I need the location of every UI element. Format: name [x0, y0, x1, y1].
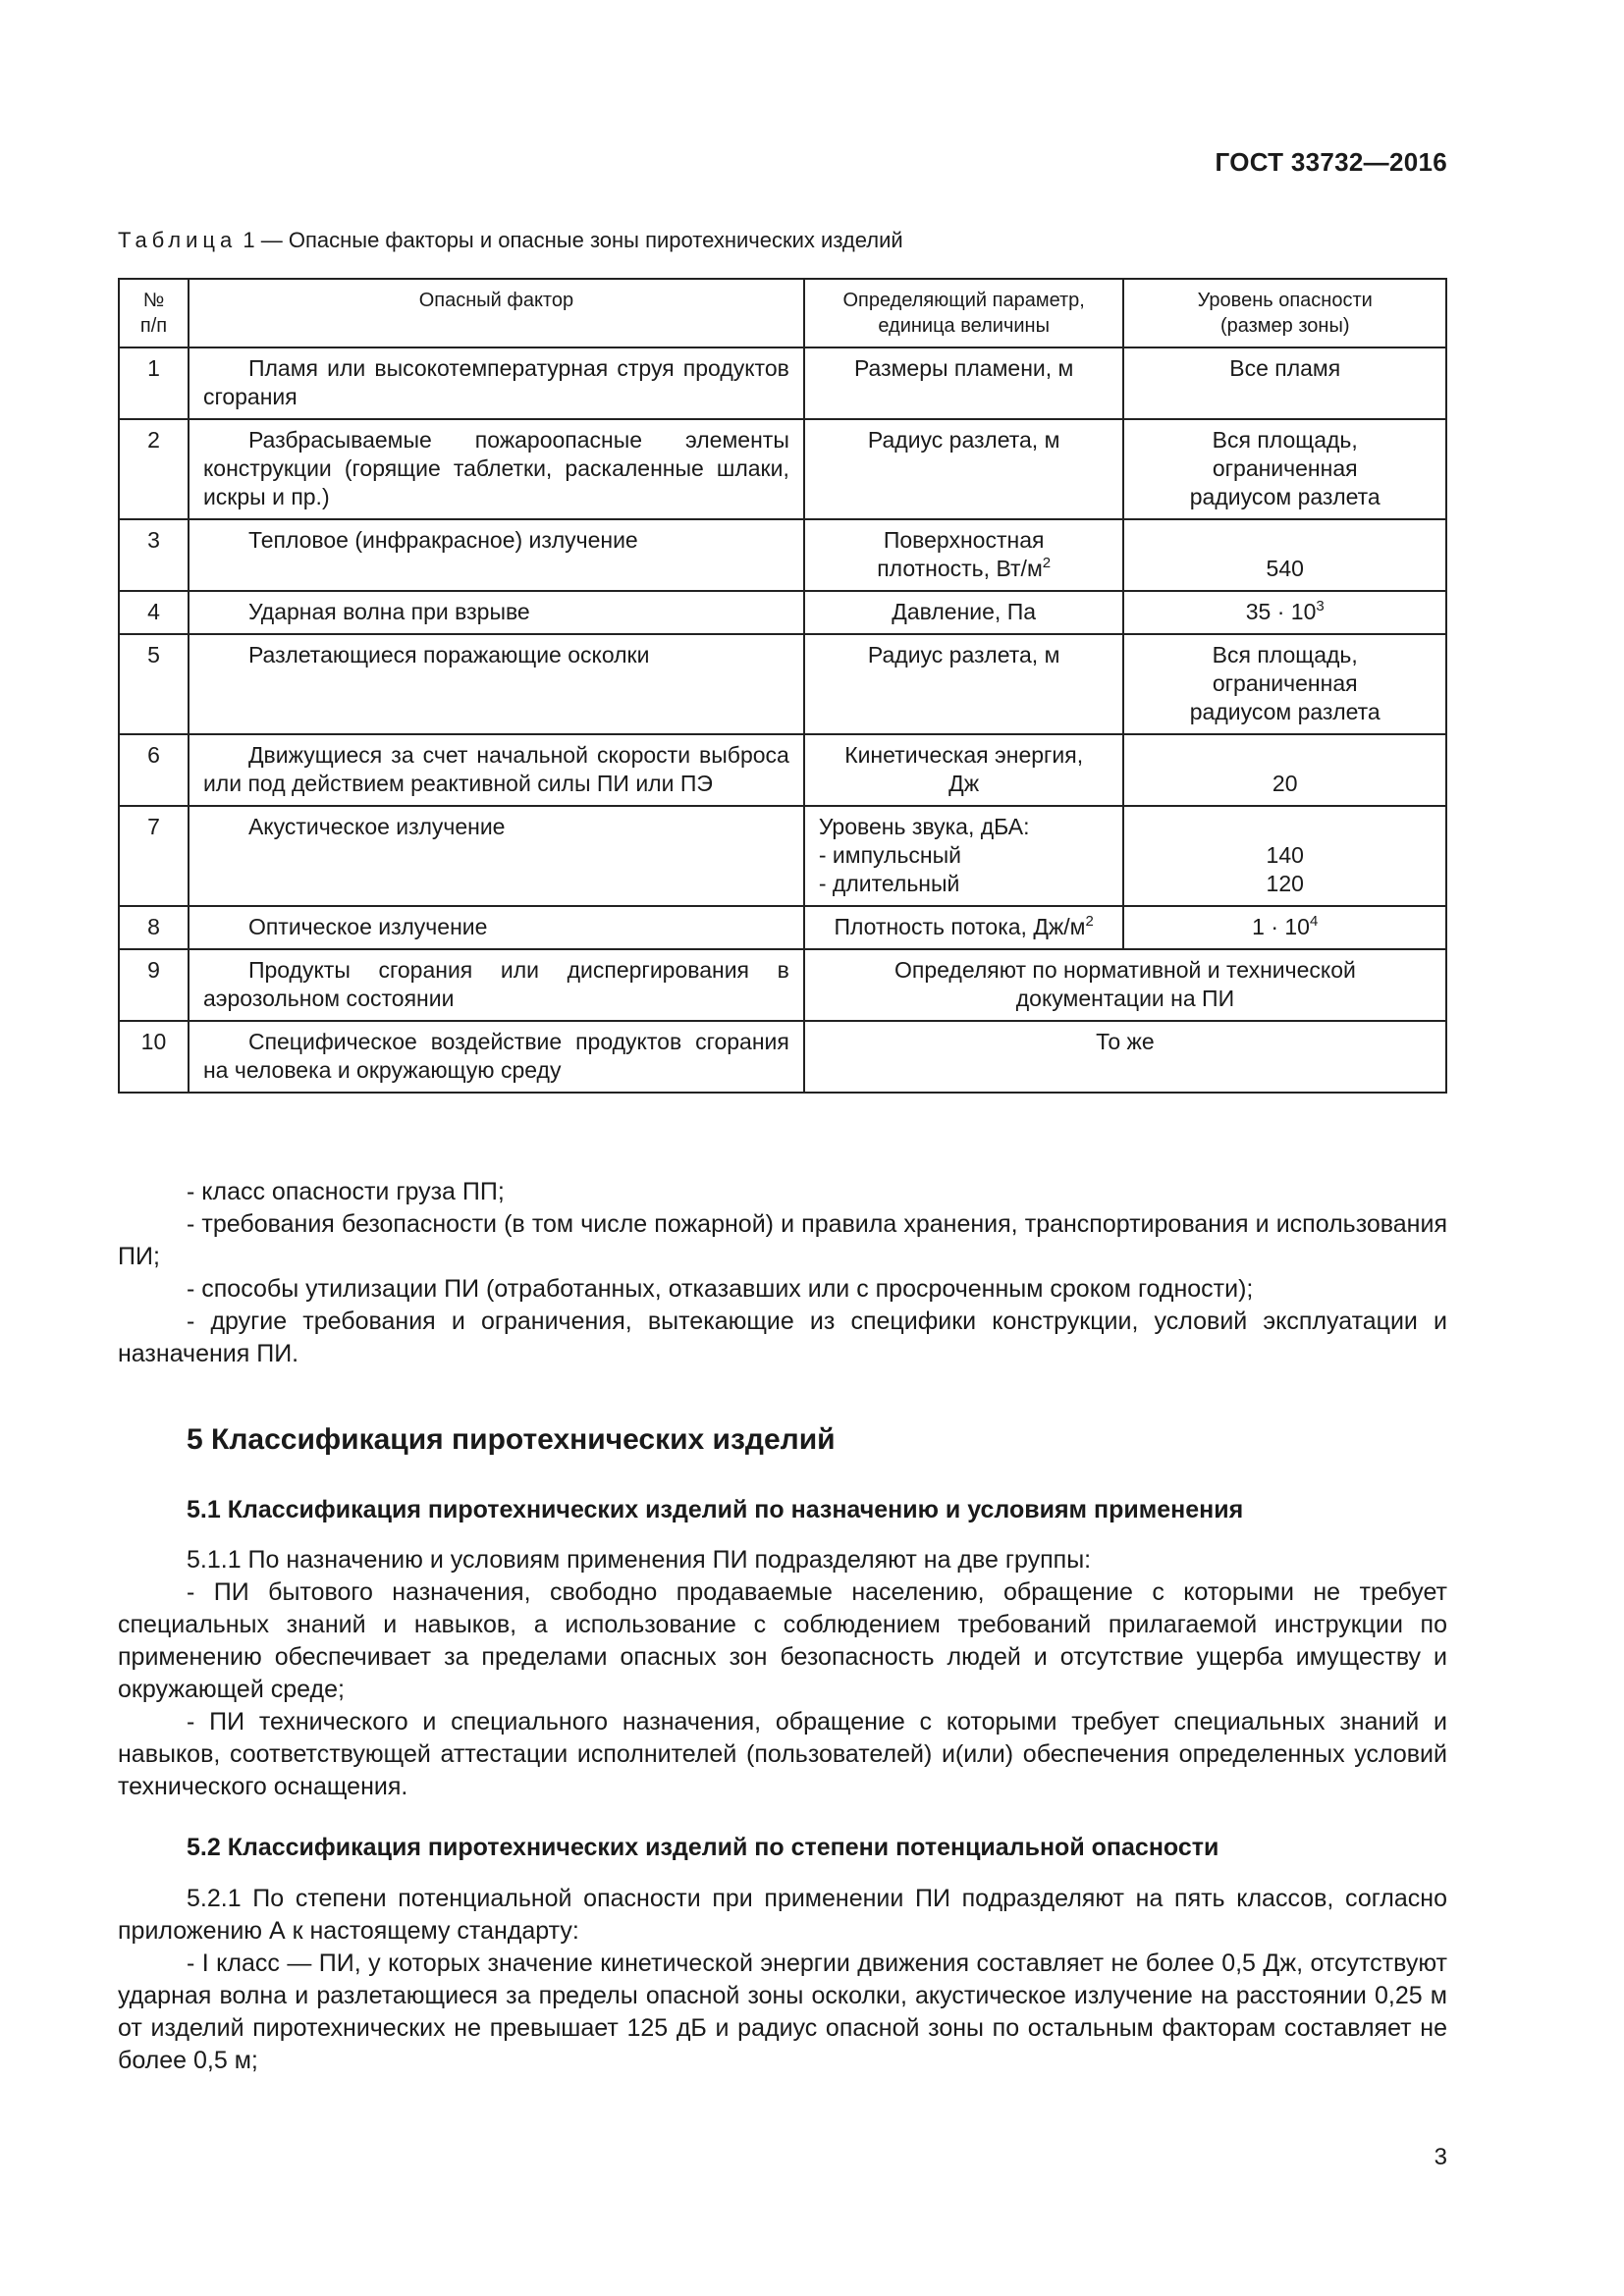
cell-num: 7	[119, 806, 189, 906]
cell-factor: Акустическое излучение	[189, 806, 804, 906]
cell-factor: Оптическое излучение	[189, 906, 804, 949]
section-5-1-text	[118, 1544, 1447, 1803]
cell-level: 540	[1123, 519, 1446, 591]
cell-num: 6	[119, 734, 189, 806]
list-item: - требования безопасности (в том числе пожарной) и правила хранения, транспортирования и использования ПИ;	[118, 1210, 1447, 1270]
paragraph: 5.2.1 По степени потенциальной опасности при применении ПИ подразделяют на пять классов, согласно приложению А к настоящему стандарту:	[118, 1885, 1447, 1945]
table-row	[119, 949, 1446, 1021]
hazard-table	[118, 278, 1447, 1094]
cell-param: Кинетическая энергия, Дж	[804, 734, 1124, 806]
cell-param: Радиус разлета, м	[804, 419, 1124, 519]
cell-param: Плотность потока, $Дж/м^2$	[804, 906, 1124, 949]
requirements-list	[118, 1176, 1447, 1370]
table-row	[119, 634, 1446, 734]
cell-param: Давление, Па	[804, 591, 1124, 634]
cell-factor: Разлетающиеся поражающие осколки	[189, 634, 804, 734]
table-row	[119, 519, 1446, 591]
cell-level: Вся площадь, ограниченная радиусом разлета	[1123, 634, 1446, 734]
table-row	[119, 806, 1446, 906]
paragraph: - ПИ бытового назначения, свободно продаваемые населению, обращение с которыми не требует специальных знаний и навыков, а использование с соблюдением требований прилагаемой инструкции по применению обеспечивает за пределами опасных зон безопасность людей и отсутствие ущерба имуществу и окружающей среде;	[118, 1578, 1447, 1703]
cell-param: Поверхностная плотность, $Вт/м^2$	[804, 519, 1124, 591]
cell-factor: Движущиеся за счет начальной скорости выброса или под действием реактивной силы ПИ или ПЭ	[189, 734, 804, 806]
cell-num: 4	[119, 591, 189, 634]
header-param: Определяющий параметр, единица величины	[804, 279, 1124, 347]
cell-factor: Тепловое (инфракрасное) излучение	[189, 519, 804, 591]
cell-factor: Продукты сгорания или диспергирования в аэрозольном состоянии	[189, 949, 804, 1021]
list-item: - другие требования и ограничения, вытекающие из специфики конструкции, условий эксплуатации и назначения ПИ.	[118, 1308, 1447, 1367]
table-caption-text: 1 — Опасные факторы и опасные зоны пиротехнических изделий	[243, 228, 903, 252]
cell-param: Размеры пламени, м	[804, 347, 1124, 419]
cell-factor: Пламя или высокотемпературная струя продуктов сгорания	[189, 347, 804, 419]
header-level: Уровень опасности (размер зоны)	[1123, 279, 1446, 347]
cell-level: $35 \cdot 10^3$	[1123, 591, 1446, 634]
table-row	[119, 591, 1446, 634]
page-number: 3	[1434, 2144, 1447, 2170]
cell-merged: Определяют по нормативной и технической документации на ПИ	[804, 949, 1446, 1021]
header-factor: Опасный фактор	[189, 279, 804, 347]
cell-num: 8	[119, 906, 189, 949]
subsection-title-5-1: 5.1 Классификация пиротехнических изделий по назначению и условиям применения	[187, 1496, 1244, 1523]
table-caption	[118, 228, 903, 253]
table-row	[119, 419, 1446, 519]
cell-num: 9	[119, 949, 189, 1021]
cell-num: 5	[119, 634, 189, 734]
section-5-2-text	[118, 1883, 1447, 2077]
paragraph: 5.1.1 По назначению и условиям применения ПИ подразделяют на две группы:	[187, 1546, 1092, 1574]
cell-level: 140 120	[1123, 806, 1446, 906]
cell-num: 1	[119, 347, 189, 419]
table-row	[119, 1021, 1446, 1093]
list-item: - класс опасности груза ПП;	[187, 1178, 505, 1205]
table-header-row	[119, 279, 1446, 347]
cell-param: Уровень звука, дБА: - импульсный - длительный	[804, 806, 1124, 906]
cell-factor: Разбрасываемые пожароопасные элементы конструкции (горящие таблетки, раскаленные шлаки, искры и пр.)	[189, 419, 804, 519]
cell-num: 10	[119, 1021, 189, 1093]
table-row	[119, 347, 1446, 419]
paragraph: - I класс — ПИ, у которых значение кинетической энергии движения составляет не более 0,5 Дж, отсутствуют ударная волна и разлетающиеся за пределы опасной зоны осколки, акустическое излучение на расстоянии 0,25 м от изделий пиротехнических не превышает 125 дБ и радиус опасной зоны по остальным факторам составляет не более 0,5 м;	[118, 1949, 1447, 2074]
cell-num: 2	[119, 419, 189, 519]
table-row	[119, 734, 1446, 806]
list-item: - способы утилизации ПИ (отработанных, отказавших или с просроченным сроком годности);	[187, 1275, 1254, 1303]
subsection-title-5-2: 5.2 Классификация пиротехнических изделий по степени потенциальной опасности	[187, 1834, 1219, 1861]
cell-merged: То же	[804, 1021, 1446, 1093]
cell-level: Все пламя	[1123, 347, 1446, 419]
cell-level: Вся площадь, ограниченная радиусом разлета	[1123, 419, 1446, 519]
cell-factor: Специфическое воздействие продуктов сгорания на человека и окружающую среду	[189, 1021, 804, 1093]
cell-level: 20	[1123, 734, 1446, 806]
document-header: ГОСТ 33732—2016	[1215, 147, 1447, 177]
table-caption-label: Таблица	[118, 228, 238, 252]
paragraph: - ПИ технического и специального назначения, обращение с которыми требует специальных знаний и навыков, соответствующей аттестации исполнителей (пользователей) и(или) обеспечения определенных условий технического оснащения.	[118, 1708, 1447, 1800]
cell-num: 3	[119, 519, 189, 591]
cell-level: $1 \cdot 10^4$	[1123, 906, 1446, 949]
section-title: 5 Классификация пиротехнических изделий	[187, 1423, 836, 1456]
cell-factor: Ударная волна при взрыве	[189, 591, 804, 634]
table-row	[119, 906, 1446, 949]
cell-param: Радиус разлета, м	[804, 634, 1124, 734]
header-num: № п/п	[119, 279, 189, 347]
